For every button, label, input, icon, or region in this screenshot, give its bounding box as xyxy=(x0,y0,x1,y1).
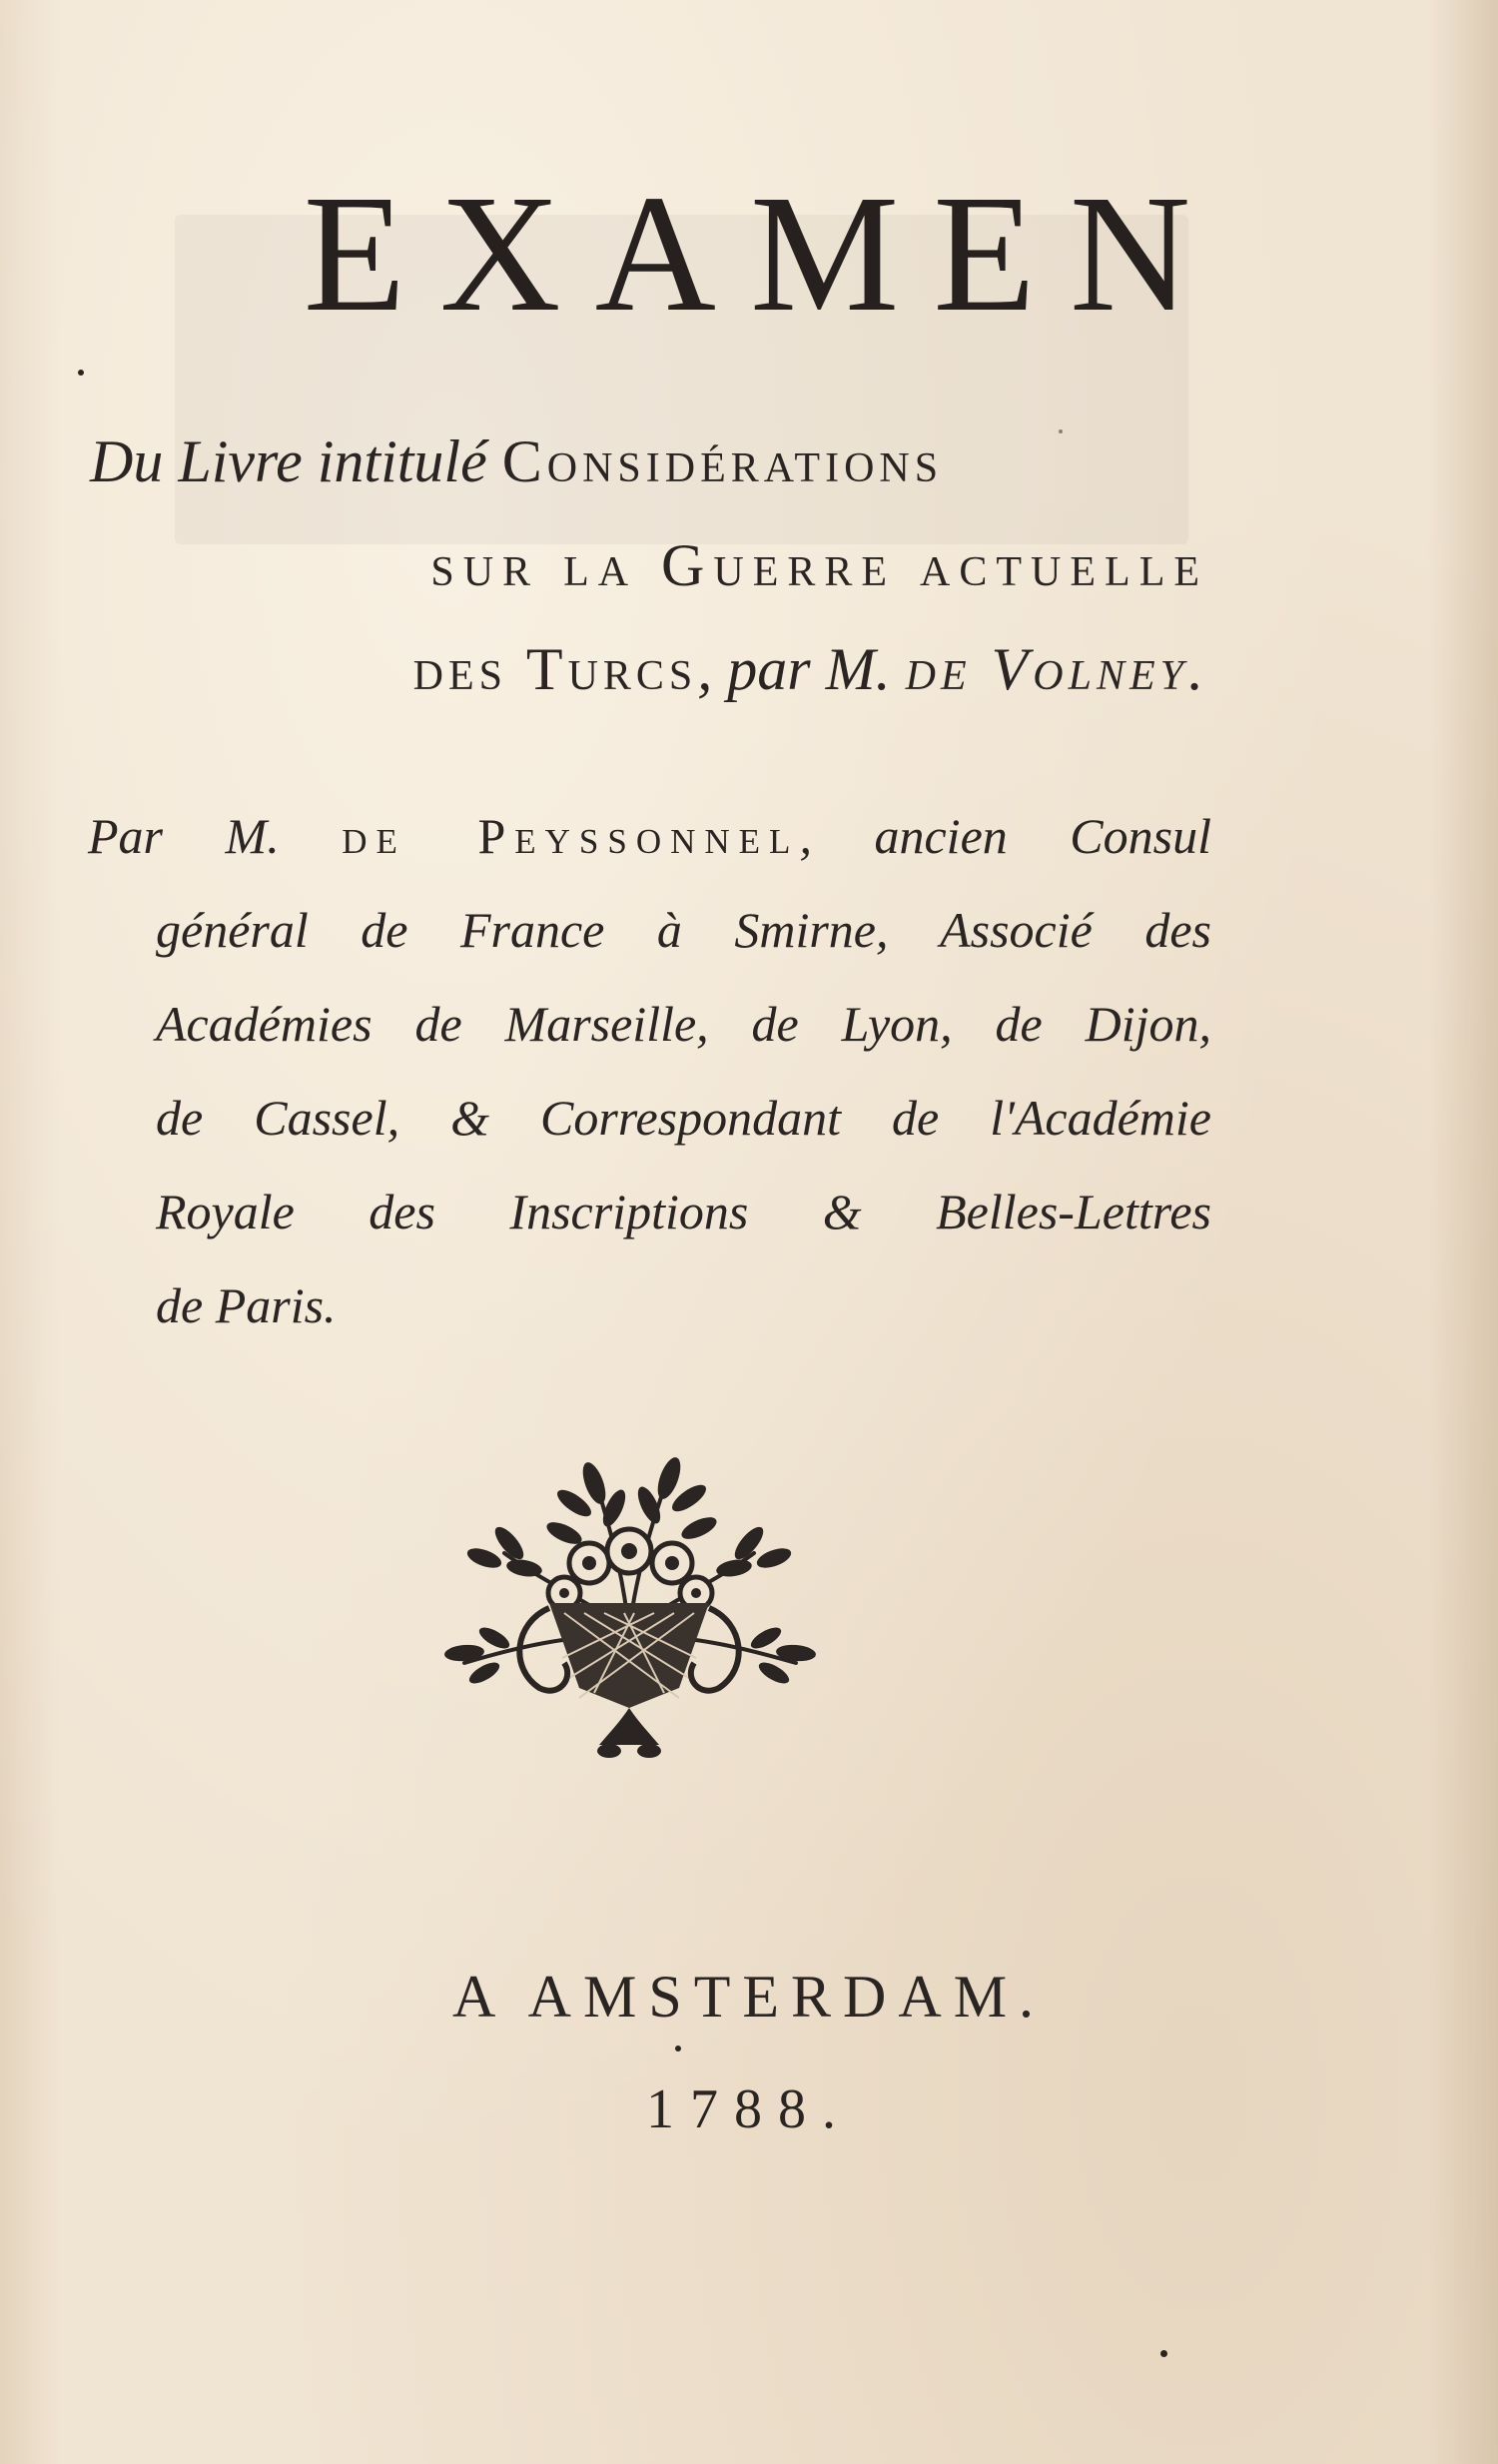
paper-speck xyxy=(1160,2350,1167,2357)
author-line-1 xyxy=(88,789,1211,883)
subtitle-line-1 xyxy=(90,410,1208,513)
subtitle-par: , par M. xyxy=(697,636,891,702)
subtitle-intro: Du Livre intitulé xyxy=(90,428,487,494)
subtitle-volney: de Volney. xyxy=(905,636,1208,702)
author-consul: , ancien Consul xyxy=(799,808,1212,864)
book-title: EXAMEN xyxy=(303,161,1225,347)
imprint-place: A AMSTERDAM. xyxy=(451,1964,1047,2030)
subtitle-considerations: Considérations xyxy=(501,428,944,494)
paper-speck xyxy=(78,370,84,376)
flower-basket-vignette-icon xyxy=(424,1433,834,1763)
author-line-2: général de France à Smirne, Associé des xyxy=(156,902,1211,958)
paper-speck xyxy=(675,2046,681,2052)
author-line-4: de Cassel, & Correspondant de l'Académie xyxy=(156,1090,1211,1146)
author-block xyxy=(88,789,1211,1352)
author-line-5: Royale des Inscriptions & Belles-Lettres xyxy=(156,1184,1211,1239)
subtitle-line-3 xyxy=(90,617,1208,721)
subtitle-block xyxy=(90,410,1208,721)
imprint-year: 1788. xyxy=(646,2078,852,2140)
subtitle-line-2: sur la Guerre actuelle xyxy=(430,532,1208,598)
subtitle-turcs: des Turcs xyxy=(412,636,698,702)
author-line-3: Académies de Marseille, de Lyon, de Dijon, xyxy=(156,996,1211,1052)
author-line-6: de Paris. xyxy=(156,1277,337,1333)
author-name: de Peyssonnel xyxy=(342,808,800,864)
paper-speck xyxy=(1059,429,1063,433)
author-par: Par M. xyxy=(88,808,280,864)
